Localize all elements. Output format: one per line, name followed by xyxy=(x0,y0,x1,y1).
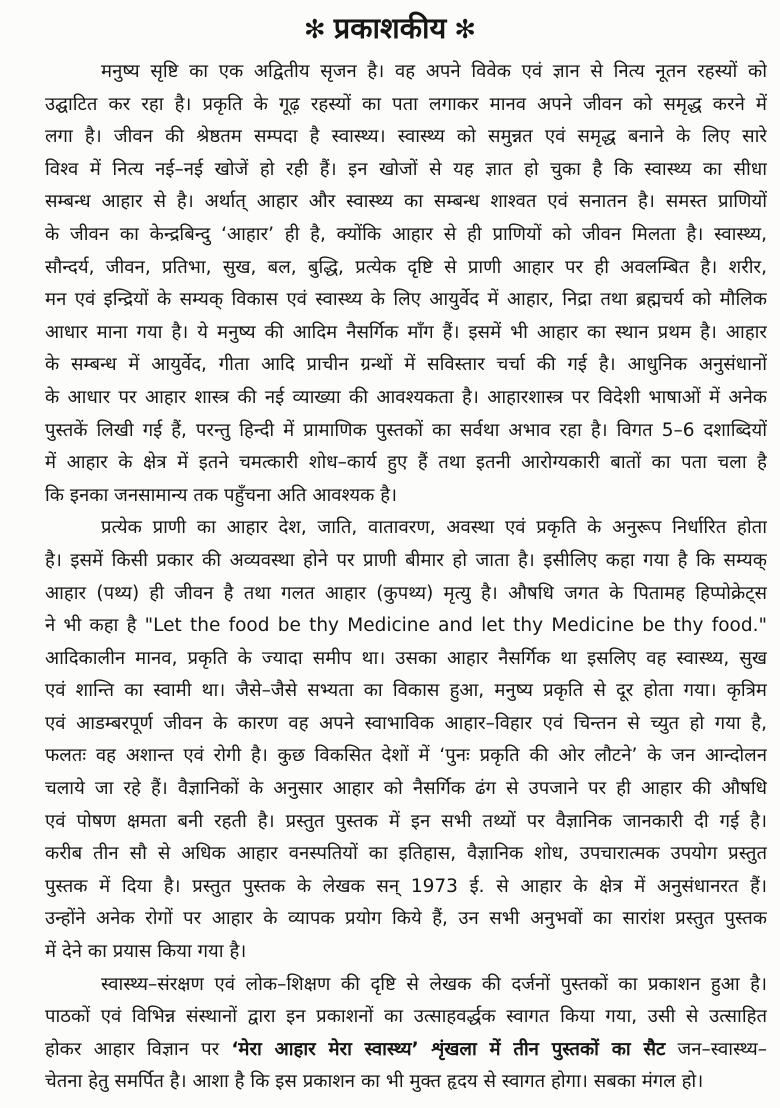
preface-body xyxy=(45,56,767,1099)
text-line: मन एवं इन्द्रियों के सम्यक् विकास एवं स्वास्थ्य के लिए आयुर्वेद में आहार, निद्रा तथा ब्रह्मचर्य को मौलिक xyxy=(45,289,767,311)
text-line: प्रत्येक प्राणी का आहार देश, जाति, वातावरण, अवस्था एवं प्रकृति के अनुरूप निर्धारित होता xyxy=(101,517,767,539)
text-line: के सम्बन्ध में आयुर्वेद, गीता आदि प्राचीन ग्रन्थों में सविस्तार चर्चा की गई है। आधुनिक अनुसंधानों xyxy=(45,354,767,376)
text-line: में आहार के क्षेत्र में इतने चमत्कारी शोध–कार्य हुए हैं तथा इतनी आरोग्यकारी बातों का पता चला है xyxy=(45,452,767,474)
text-segment: जन–स्वास्थ्य– xyxy=(665,1038,767,1060)
text-line: सम्बन्ध आहार से है। अर्थात् आहार और स्वास्थ्य का सम्बन्ध शाश्वत एवं सनातन है। समस्त प्राणियों xyxy=(45,191,767,213)
text-line: विश्व में नित्य नई–नई खोजें हो रही हैं। इन खोजों से यह ज्ञात हो चुका है कि स्वास्थ्य का सीधा xyxy=(45,158,767,180)
text-line: है। इसमें किसी प्रकार की अव्यवस्था होने पर प्राणी बीमार हो जाता है। इसीलिए कहा गया है कि सम्यक् xyxy=(45,549,767,571)
text-segment: होकर आहार विज्ञान पर xyxy=(45,1038,232,1060)
paragraph xyxy=(45,969,767,1099)
text-line: के जीवन का केन्द्रबिन्दु ‘आहार’ ही है, क्योंकि आहार से ही प्राणियों को जीवन मिलता है। स्वास्थ्य, xyxy=(45,223,767,245)
text-line: के आधार पर आहार शास्त्र की नई व्याख्या की आवश्यकता है। आहारशास्त्र पर विदेशी भाषाओं में अनेक xyxy=(45,386,767,408)
text-line: पुस्तक में दिया है। प्रस्तुत पुस्तक के लेखक सन् 1973 ई. से आहार के क्षेत्र में अनुसंधानरत हैं। xyxy=(45,875,767,897)
paragraph xyxy=(45,56,767,512)
bold-series-title: ‘मेरा आहार मेरा स्वास्थ्य’ शृंखला में तीन पुस्तकों का सैट xyxy=(231,1038,666,1060)
text-line: पुस्तकें लिखी गई हैं, परन्तु हिन्दी में प्रामाणिक पुस्तकों का सर्वथा अभाव रहा है। विगत 5–6 दशाब्दियों xyxy=(45,419,767,441)
text-line: करीब तीन सौ से अधिक आहार वनस्पतियों का इतिहास, वैज्ञानिक शोध, उपचारात्मक उपयोग प्रस्तुत xyxy=(45,843,767,865)
text-line: कि इनका जनसामान्य तक पहुँचना अति आवश्यक है। xyxy=(45,484,398,506)
asterisk-flower-icon: ✻ xyxy=(303,15,326,45)
text-line: मनुष्य सृष्टि का एक अद्वितीय सृजन है। वह अपने विवेक एवं ज्ञान से नित्य नूतन रहस्यों को xyxy=(101,61,767,82)
text-line: स्वास्थ्य–संरक्षण एवं लोक–शिक्षण की दृष्टि से लेखक की दर्जनों पुस्तकों का प्रकाशन हुआ है। xyxy=(101,973,767,995)
text-line: लगा है। जीवन की श्रेष्ठतम सम्पदा है स्वास्थ्य। स्वास्थ्य को समुन्नत एवं समृद्ध बनाने के लिए सारे xyxy=(45,126,767,148)
text-line: एवं आडम्बरपूर्ण जीवन के कारण वह अपने स्वाभाविक आहार–विहार एवं चिन्तन से च्युत हो गया है, xyxy=(45,712,767,734)
text-line: चेतना हेतु समर्पित है। आशा है कि इस प्रकाशन का भी मुक्त हृदय से स्वागत होगा। सबका मंगल हो। xyxy=(45,1071,704,1093)
text-line: चलाये जा रहे हैं। वैज्ञानिकों के अनुसार आहार को नैसर्गिक ढंग से उपजाने पर ही आहार की औषधि xyxy=(45,778,767,800)
text-line: आहार (पथ्य) ही जीवन है तथा गलत आहार (कुपथ्य) मृत्यु है। औषधि जगत के पितामह हिप्पोक्रेट्स xyxy=(45,582,767,604)
page-title xyxy=(0,6,780,52)
text-line: आधार माना गया है। ये मनुष्य की आदिम नैसर्गिक माँग हैं। इसमें भी आहार का स्थान प्रथम है। आहार xyxy=(45,321,767,343)
text-line: उन्होंने अनेक रोगों पर आहार के व्यापक प्रयोग किये हैं, उन सभी अनुभवों का सारांश प्रस्तुत पुस्तक xyxy=(45,908,767,930)
text-line: उद्घाटित कर रहा है। प्रकृति के गूढ़ रहस्यों का पता लगाकर मानव अपने जीवन को समृद्ध करने में xyxy=(45,93,767,115)
text-line: एवं शान्ति का स्वामी था। जैसे–जैसे सभ्यता का विकास हुआ, मनुष्य प्रकृति से दूर होता गया। कृत्रिम xyxy=(45,680,767,702)
asterisk-flower-icon: ✻ xyxy=(454,15,477,45)
text-line: फलतः वह अशान्त एवं रोगी है। कुछ विकसित देशों में ‘पुनः प्रकृति की ओर लौटने’ के जन आन्दोलन xyxy=(45,745,767,767)
text-line: आदिकालीन मानव, प्रकृति के ज्यादा समीप था। उसका आहार नैसर्गिक था इसलिए वह स्वास्थ्य, सुख xyxy=(45,647,767,669)
text-line: सौन्दर्य, जीवन, प्रतिभा, सुख, बल, बुद्धि, प्रत्येक दृष्टि से प्राणी आहार पर ही अवलम्बित है। शरीर, xyxy=(45,256,767,278)
text-line: एवं पोषण क्षमता बनी रहती है। प्रस्तुत पुस्तक में इन सभी तथ्यों पर वैज्ञानिक जानकारी दी गई है। xyxy=(45,810,767,832)
paragraph xyxy=(45,512,767,968)
text-line: में देने का प्रयास किया गया है। xyxy=(45,941,247,963)
text-line: ने भी कहा है "Let the food be thy Medicine and let thy Medicine be thy food." xyxy=(45,615,767,637)
text-line: पाठकों एवं विभिन्न संस्थानों द्वारा इन प्रकाशनों का उत्साहवर्द्धक स्वागत किया गया, उसी से उत्साहित xyxy=(45,1006,767,1028)
text-line xyxy=(45,1034,767,1067)
page-title-text: प्रकाशकीय xyxy=(333,11,447,45)
